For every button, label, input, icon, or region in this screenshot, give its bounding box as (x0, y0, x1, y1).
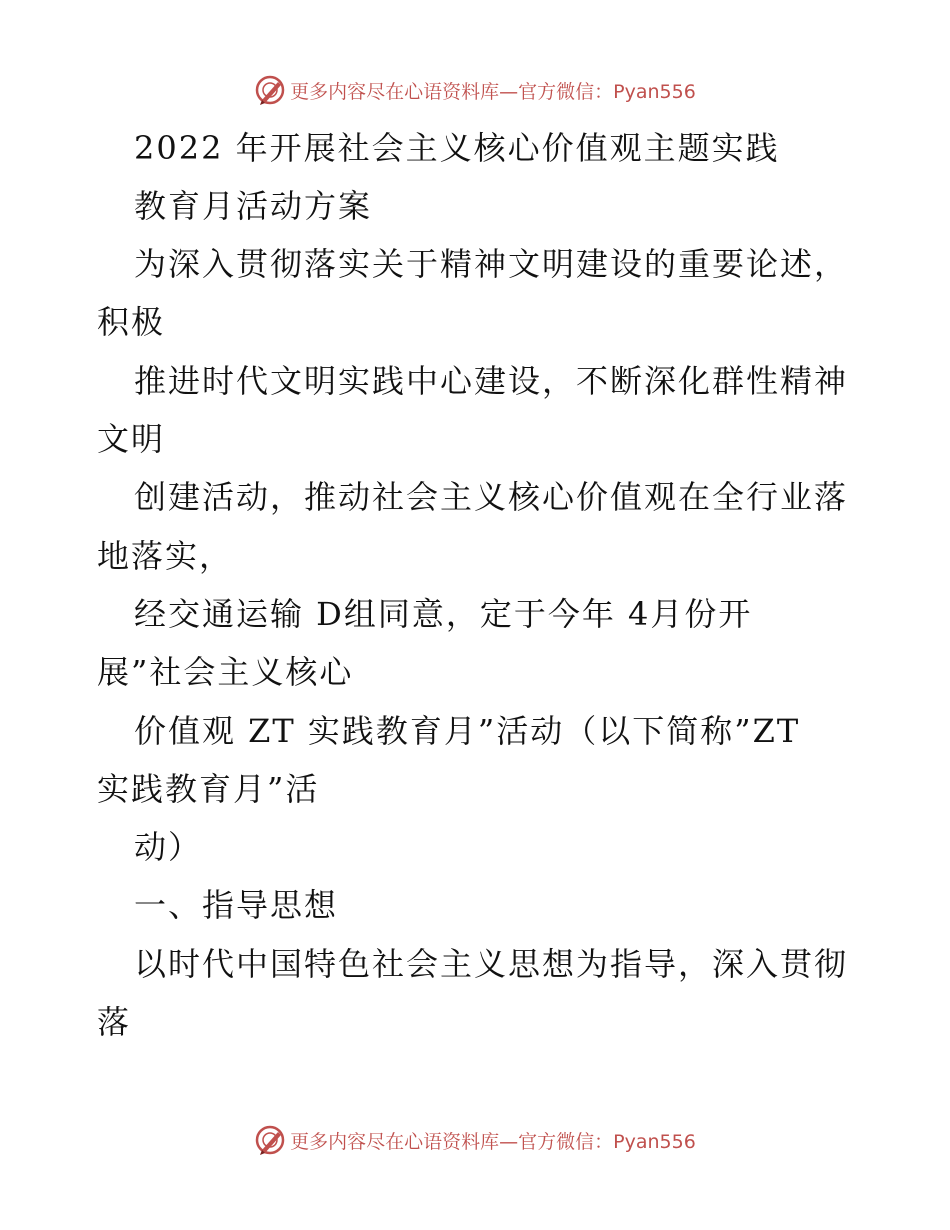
wechat-id: Pyan556 (613, 80, 696, 103)
paragraph-line: 动） (134, 828, 203, 866)
wechat-id: Pyan556 (613, 1130, 696, 1153)
paragraph-line: 实践教育月”活 (97, 770, 320, 808)
paragraph-line: 推进时代文明实践中心建设，不断深化群性精神 (134, 362, 849, 400)
watermark-text: 更多内容尽在心语资料库—官方微信：Pyan556 (290, 80, 696, 103)
paragraph-line: 落 (97, 1003, 132, 1041)
pen-logo-icon (254, 1124, 286, 1156)
paragraph-line: 经交通运输 D组同意，定于今年 4月份开 (134, 595, 753, 633)
paragraph-line: 创建活动，推动社会主义核心价值观在全行业落 (134, 478, 849, 516)
paragraph-line: 为深入贯彻落实关于精神文明建设的重要论述， (134, 245, 849, 283)
paragraph-line: 价值观 ZT 实践教育月”活动（以下简称”ZT (134, 712, 801, 750)
paragraph-line: 文明 (97, 420, 166, 458)
paragraph-line: 以时代中国特色社会主义思想为指导，深入贯彻 (134, 945, 849, 983)
doc-title-line-2: 教育月活动方案 (134, 187, 373, 225)
footer-watermark (0, 1122, 950, 1158)
paragraph-line: 展”社会主义核心 (97, 653, 354, 691)
paragraph-line: 地落实， (97, 537, 234, 575)
section-heading: 一、指导思想 (134, 886, 339, 924)
paragraph-line: 积极 (97, 303, 166, 341)
watermark-text: 更多内容尽在心语资料库—官方微信：Pyan556 (290, 1130, 696, 1153)
doc-title-line-1: 2022 年开展社会主义核心价值观主题实践 (134, 129, 780, 167)
